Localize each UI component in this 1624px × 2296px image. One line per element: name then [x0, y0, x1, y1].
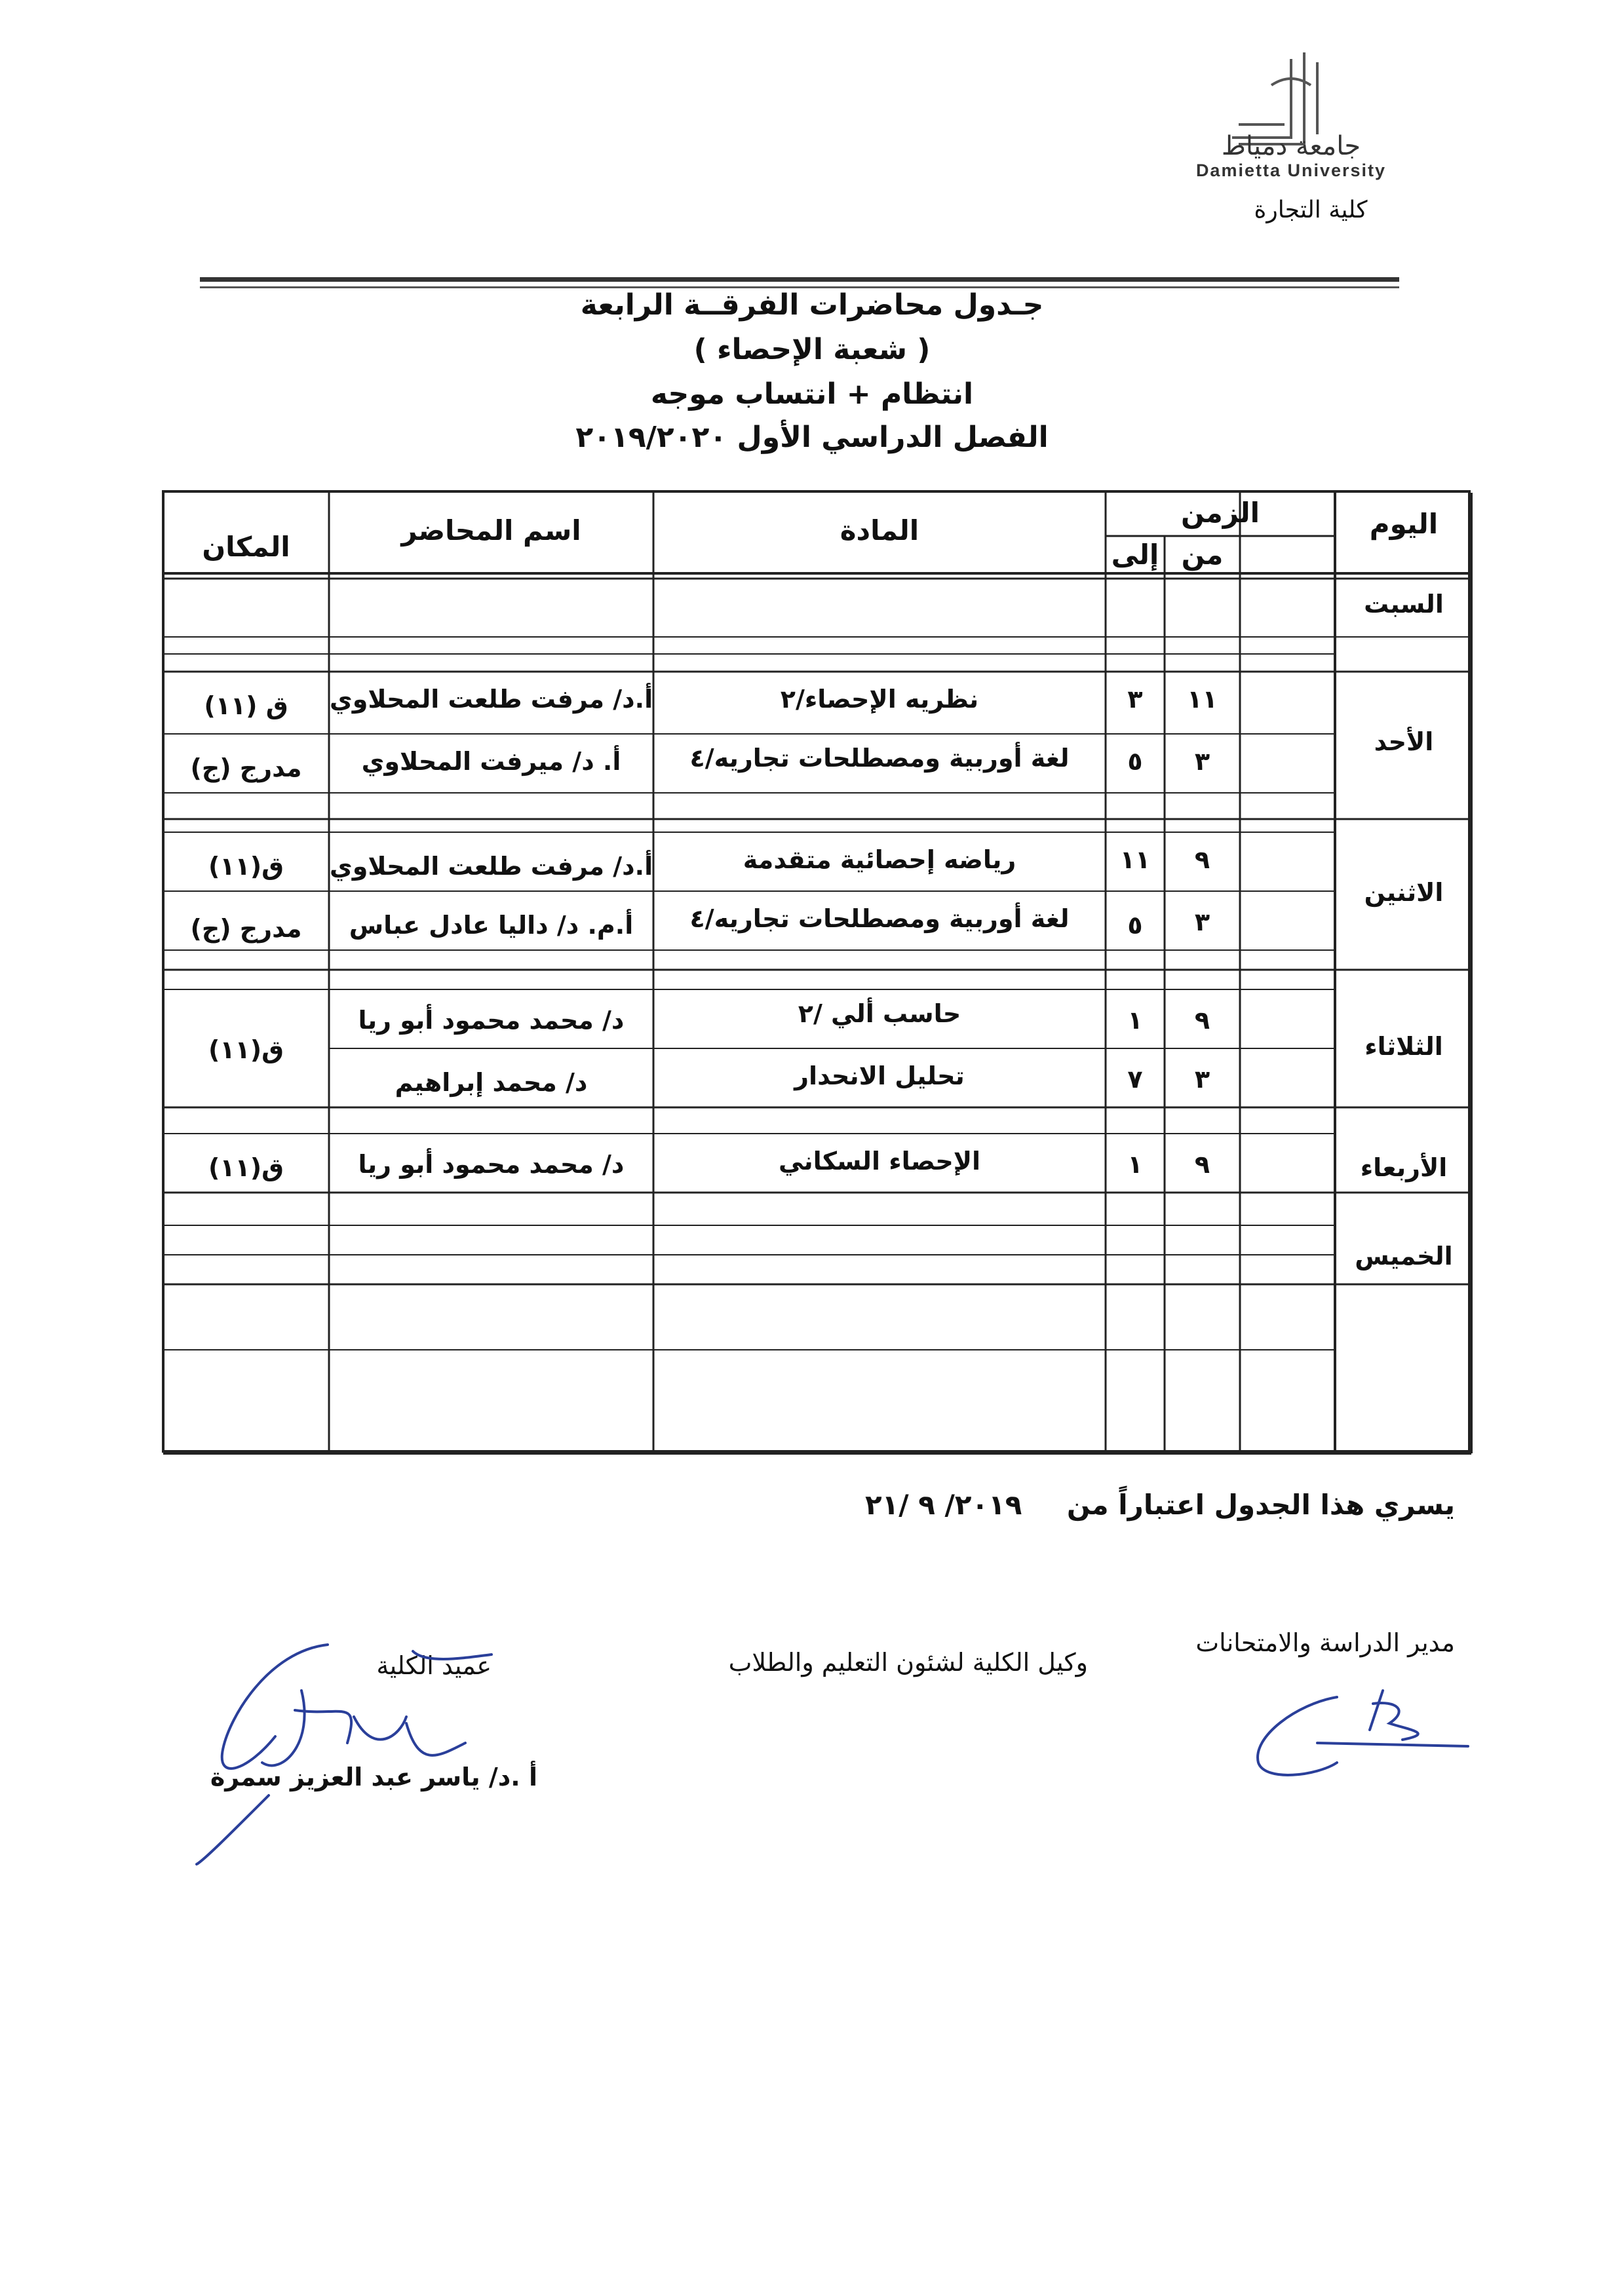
row-4-from: ٩ — [1194, 1006, 1210, 1035]
header-time: الزمن — [1180, 497, 1260, 529]
studies-director-title: مدير الدراسة والامتحانات — [1195, 1628, 1455, 1657]
header-place: المكان — [202, 531, 290, 563]
row-6-lecturer: د/ محمد محمود أبو ريا — [358, 1150, 625, 1179]
header-lecturer: اسم المحاضر — [401, 514, 581, 546]
row-0-from: ١١ — [1187, 685, 1218, 714]
row-3-place: مدرج (ج) — [190, 914, 302, 943]
row-1-to: ٥ — [1127, 747, 1143, 776]
dean-name: أ .د/ ياسر عبد العزيز سمرة — [210, 1763, 537, 1791]
day-thursday: الخميس — [1355, 1242, 1453, 1271]
university-name-en: Damietta University — [1195, 161, 1387, 180]
day-tuesday: الثلاثاء — [1364, 1032, 1443, 1061]
row-2-place: ق(١١) — [208, 852, 284, 881]
row-3-subject: لغة أوربية ومصطلحات تجاريه/٤ — [689, 904, 1070, 933]
row-4-to: ١ — [1127, 1006, 1143, 1035]
row-6-to: ١ — [1127, 1150, 1143, 1179]
header-day: اليوم — [1369, 508, 1439, 540]
row-2-lecturer: أ.د/ مرفت طلعت المحلاوي — [329, 852, 653, 881]
row-2-to: ١١ — [1119, 845, 1151, 874]
schedule-title: جـدول محاضرات الفرقــة الرابعة — [580, 288, 1044, 322]
row-3-to: ٥ — [1127, 911, 1143, 940]
row-5-from: ٣ — [1194, 1065, 1210, 1094]
effective-from-label: يسري هذا الجدول اعتباراً من — [1066, 1489, 1455, 1521]
row-6-place: ق(١١) — [208, 1153, 284, 1182]
row-1-lecturer: أ. د/ ميرفت المحلاوي — [361, 747, 621, 776]
dean-title: عميد الكلية — [376, 1651, 492, 1680]
row-5-subject: تحليل الانحدار — [794, 1062, 965, 1090]
row-6-subject: الإحصاء السكاني — [778, 1147, 981, 1176]
effective-date: ٢٠١٩/ ٩ /٢١ — [865, 1489, 1022, 1521]
row-2-from: ٩ — [1194, 845, 1210, 874]
table-grid — [162, 452, 1473, 1455]
row-0-to: ٣ — [1127, 685, 1143, 714]
schedule-semester: الفصل الدراسي الأول ٢٠١٩/٢٠٢٠ — [575, 421, 1049, 454]
row-1-subject: لغة أوربية ومصطلحات تجاريه/٤ — [689, 744, 1070, 773]
row-3-from: ٣ — [1194, 908, 1210, 936]
header-rule — [200, 277, 1399, 282]
row-1-from: ٣ — [1194, 747, 1210, 776]
row-0-place: ق (١١) — [204, 691, 288, 720]
day-saturday: السبت — [1364, 590, 1444, 619]
header-subject: المادة — [840, 514, 919, 546]
row-4-subject: حاسب ألي /٢ — [798, 999, 961, 1028]
day-monday: الاثنين — [1364, 878, 1444, 907]
header-from: من — [1181, 539, 1224, 571]
signature-studies-director — [1239, 1677, 1488, 1789]
schedule-division: ( شعبة الإحصاء ) — [693, 333, 931, 366]
vice-dean-title: وكيل الكلية لشئون التعليم والطلاب — [728, 1648, 1088, 1677]
row-0-subject: نظريه الإحصاء/٢ — [780, 685, 979, 714]
row-5-lecturer: د/ محمد إبراهيم — [395, 1068, 588, 1097]
row-4-place: ق(١١) — [208, 1035, 284, 1064]
header-to: إلى — [1111, 539, 1159, 571]
faculty-name: كلية التجارة — [1254, 197, 1368, 223]
row-2-subject: رياضه إحصائية متقدمة — [743, 845, 1016, 874]
schedule-study-mode: انتظام + انتساب موجه — [650, 377, 974, 411]
university-name-ar: جامعة دمياط — [1221, 131, 1361, 161]
row-0-lecturer: أ.د/ مرفت طلعت المحلاوي — [329, 685, 653, 714]
signature-dean — [190, 1625, 505, 1874]
row-4-lecturer: د/ محمد محمود أبو ريا — [358, 1006, 625, 1035]
schedule-table — [162, 452, 1473, 1455]
row-5-to: ٧ — [1127, 1065, 1143, 1094]
row-6-from: ٩ — [1194, 1150, 1210, 1179]
day-wednesday: الأربعاء — [1360, 1153, 1448, 1182]
day-sunday: الأحد — [1374, 727, 1434, 756]
row-1-place: مدرج (ج) — [190, 754, 302, 782]
row-3-lecturer: أ.م. د/ داليا عادل عباس — [349, 911, 634, 940]
